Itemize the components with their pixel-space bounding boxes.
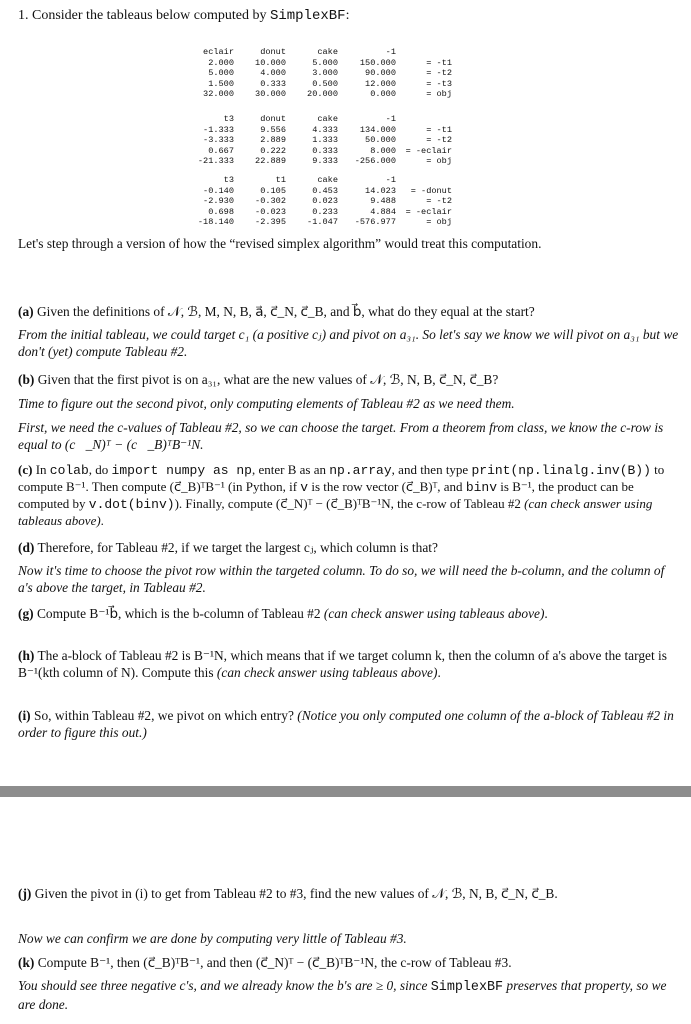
tableau-cell: 0.000 (370, 89, 396, 100)
question-c: (c) In colab, do import numpy as np, enter B as an np.array, and then type print(np.linalg.inv(B)) to compute B⁻¹. Then compute (c⃗_B)ᵀB⁻¹ (in Python, if v is the row vector (c⃗_B)ᵀ, and binv is B⁻¹, the product can be computed by v.dot(binv)). Finally, compute (c⃗_N)ᵀ − (c⃗_B)ᵀB⁻¹N, the c-row of Tableau #2 (can check answer using tableaus above). (18, 462, 665, 528)
hint-d: Now it's time to choose the pivot row within the targeted column. To do so, we will need the b-column, and the column of a's above the target, in Tableau #2. (18, 563, 665, 595)
tableau-row (190, 68, 452, 79)
tableau-cell: 9.488 (370, 196, 396, 207)
tableau-cell: -21.333 (197, 156, 234, 167)
tableau-cell: 20.000 (307, 89, 338, 100)
tableau-cell: 0.023 (312, 196, 338, 207)
tableau-cell: 9.333 (312, 156, 338, 167)
tableau-header-cell: cake (317, 47, 338, 57)
tableau-header-cell (396, 114, 452, 125)
tableau-header-cell (396, 47, 452, 58)
tableau-header-row (190, 114, 452, 125)
question-k: (k) Compute B⁻¹, then (c⃗_B)ᵀB⁻¹, and then (c⃗_N)ᵀ − (c⃗_B)ᵀB⁻¹N, the c-row of Tableau #3. (18, 955, 512, 970)
tableau-cell: 12.000 (365, 78, 396, 89)
tableau-cell: -3.333 (203, 135, 234, 146)
tableau-row (190, 79, 452, 90)
tableau-row (190, 196, 452, 207)
question-d: (d) Therefore, for Tableau #2, if we target the largest cⱼ, which column is that? (18, 540, 438, 555)
hint-j: Now we can confirm we are done by computing very little of Tableau #3. (18, 931, 407, 946)
tableau-cell: = obj (426, 156, 452, 167)
tableau-cell: -18.140 (197, 217, 234, 228)
tableau-cell: 8.000 (370, 145, 396, 156)
tableau-cell: 0.333 (260, 78, 286, 89)
hint-b-1: Time to figure out the second pivot, only computing elements of Tableau #2 as we need them. (18, 396, 515, 411)
header-text: 1. Consider the tableaus below computed by (18, 8, 270, 23)
tableau-cell: 2.000 (208, 57, 234, 68)
tableau-header-cell: -1 (385, 114, 396, 124)
tableau-cell: 9.556 (260, 124, 286, 135)
tableau-cell: = obj (426, 217, 452, 228)
tableau-cell: 4.000 (260, 68, 286, 79)
tableau-header-cell (396, 175, 452, 186)
tableau-cell: 50.000 (365, 135, 396, 146)
tableau-cell: 4.333 (312, 124, 338, 135)
tableau-header-cell: cake (317, 175, 338, 185)
tableau-cell: = -donut (410, 185, 452, 196)
tableau-cell: = -t3 (426, 78, 452, 89)
problem-header: 1. Consider the tableaus below computed by SimplexBF: (18, 8, 350, 24)
tableau-header-cell: donut (260, 47, 286, 57)
tableau-cell: 90.000 (365, 68, 396, 79)
tableau-cell: -2.395 (255, 217, 286, 228)
tableau-cell: -1.047 (307, 217, 338, 228)
hint-a: From the initial tableau, we could target c₁ (a positive cⱼ) and pivot on a₃₁. So let's say we know we will pivot on a₃₁ but we don't (yet) compute Tableau #2. (18, 327, 679, 359)
question-j: (j) Given the pivot in (i) to get from Tableau #2 to #3, find the new values of 𝒩, ℬ, N, B, c⃗_N, c⃗_B. (18, 886, 558, 901)
tableau-header-row (190, 47, 452, 58)
header-code: SimplexBF (269, 8, 346, 24)
tableau-row (190, 125, 452, 136)
tableau-header-row (190, 175, 452, 186)
tableau-cell: -576.977 (354, 217, 396, 228)
question-g: (g) Compute B⁻¹b⃗, which is the b-column of Tableau #2 (can check answer using tableaus above). (18, 606, 548, 621)
intro-paragraph: Let's step through a version of how the “revised simplex algorithm” would treat this computation. (18, 236, 542, 251)
tableau-row (190, 217, 452, 228)
tableau-cell: 22.889 (255, 156, 286, 167)
tableau-cell: = -t2 (426, 135, 452, 146)
tableau-row (190, 207, 452, 218)
tableau-cell: -0.302 (255, 196, 286, 207)
page-divider (0, 786, 691, 797)
hint-k: You should see three negative c's, and we already know the b's are ≥ 0, since SimplexBF preserves that property, so we are done. (18, 978, 667, 1012)
tableau-row (190, 135, 452, 146)
tableau-cell: 0.698 (208, 206, 234, 217)
tableau-cell: 1.500 (208, 78, 234, 89)
tableau-cell: 0.222 (260, 145, 286, 156)
tableau-2 (190, 114, 452, 167)
tableau-cell: = -eclair (405, 145, 452, 156)
tableau-row (190, 186, 452, 197)
tableau-cell: 134.000 (359, 124, 396, 135)
tableau-cell: 0.453 (312, 185, 338, 196)
tableau-cell: = -t1 (426, 57, 452, 68)
tableau-cell: 5.000 (208, 68, 234, 79)
tableau-cell: 0.105 (260, 185, 286, 196)
tableau-3 (190, 175, 452, 228)
tableau-cell: 0.500 (312, 78, 338, 89)
question-b: (b) Given that the first pivot is on a₃₁, what are the new values of 𝒩, ℬ, N, B, c⃗_N, c⃗_B? (18, 372, 499, 387)
tableau-cell: 30.000 (255, 89, 286, 100)
tableau-cell: = obj (426, 89, 452, 100)
tableau-cell: 4.884 (370, 206, 396, 217)
tableau-1 (190, 47, 452, 100)
tableau-header-cell: -1 (385, 175, 396, 185)
tableau-row (190, 58, 452, 69)
tableau-header-cell: t3 (223, 175, 234, 185)
tableau-cell: -1.333 (203, 124, 234, 135)
tableau-cell: 10.000 (255, 57, 286, 68)
tableau-cell: 0.233 (312, 206, 338, 217)
tableau-cell: = -t2 (426, 68, 452, 79)
tableau-header-cell: cake (317, 114, 338, 124)
tableau-cell: 0.333 (312, 145, 338, 156)
tableau-cell: -0.140 (203, 185, 234, 196)
question-h: (h) The a-block of Tableau #2 is B⁻¹N, which means that if we target column k, then the column of a's above the target is B⁻¹(kth column of N). Compute this (can check answer using tableaus above). (18, 648, 667, 680)
tableau-cell: = -eclair (405, 206, 452, 217)
tableau-cell: = -t2 (426, 196, 452, 207)
tableau-cell: 32.000 (203, 89, 234, 100)
tableau-header-cell: eclair (203, 47, 234, 57)
tableau-header-cell: t3 (223, 114, 234, 124)
tableau-cell: = -t1 (426, 124, 452, 135)
tableau-cell: 2.889 (260, 135, 286, 146)
tableau-cell: -0.023 (255, 206, 286, 217)
tableau-cell: 150.000 (359, 57, 396, 68)
tableau-cell: 5.000 (312, 57, 338, 68)
tableau-header-cell: donut (260, 114, 286, 124)
tableau-header-cell: -1 (385, 47, 396, 57)
tableau-cell: 0.667 (208, 145, 234, 156)
hint-b-2: First, we need the c-values of Tableau #2, so we can choose the target. From a theorem from class, we know the c-row is equal to (c⃗_N)ᵀ − (c⃗_B)ᵀB⁻¹N. (18, 420, 664, 452)
tableau-cell: 14.023 (365, 185, 396, 196)
tableau-row (190, 146, 452, 157)
tableau-cell: 3.000 (312, 68, 338, 79)
tableau-cell: -256.000 (354, 156, 396, 167)
tableau-row (190, 156, 452, 167)
tableau-cell: -2.930 (203, 196, 234, 207)
question-i: (i) So, within Tableau #2, we pivot on which entry? (Notice you only computed one column of the a-block of Tableau #2 in order to figure this out.) (18, 708, 674, 740)
tableau-row (190, 89, 452, 100)
tableau-header-cell: t1 (275, 175, 286, 185)
tableau-cell: 1.333 (312, 135, 338, 146)
question-a: (a) Given the definitions of 𝒩, ℬ, M, N, B, a⃗, c⃗_N, c⃗_B, and b⃗, what do they equal at the start? (18, 304, 535, 319)
